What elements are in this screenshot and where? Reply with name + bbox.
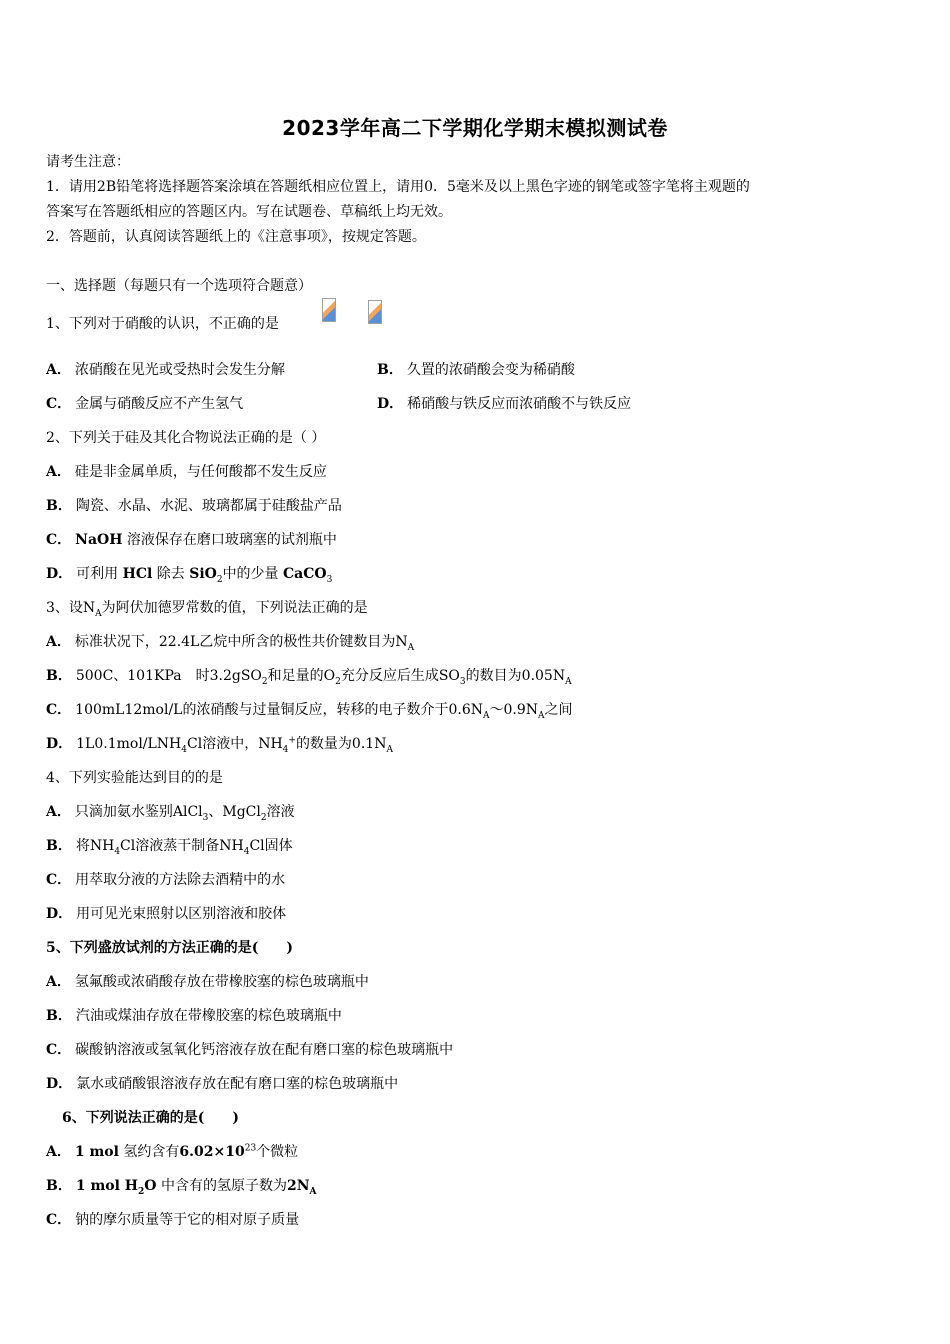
option-label: B． xyxy=(46,838,72,854)
option-label: A． xyxy=(46,464,71,480)
option-label: C． xyxy=(46,702,72,718)
question-2-option-a xyxy=(46,462,327,482)
option-text: Cl溶液中，NH xyxy=(187,736,283,752)
option-label: C． xyxy=(46,396,72,412)
option-text: 将NH xyxy=(75,838,115,854)
option-label: B． xyxy=(46,668,72,684)
notice-item-2: 2．答题前，认真阅读答题纸上的《注意事项》，按规定答题。 xyxy=(46,229,426,245)
option-text: 100mL12mol/L的浓硝酸与过量铜反应，转移的电子数介于0.6N xyxy=(75,702,483,718)
option-text: 充分反应后生成SO xyxy=(340,668,460,684)
option-text: 碳酸钠溶液或氢氧化钙溶液存放在配有磨口塞的棕色玻璃瓶中 xyxy=(75,1042,454,1058)
option-text: Cl固体 xyxy=(249,838,293,854)
subscript: 2 xyxy=(138,1186,145,1197)
option-text: 标准状况下，22.4L乙烷中所含的极性共价键数目为N xyxy=(74,634,408,650)
subscript: A xyxy=(407,642,415,653)
option-label: B． xyxy=(46,1178,72,1194)
subscript: 2 xyxy=(335,676,341,687)
question-6-option-c xyxy=(46,1210,299,1230)
option-label: B． xyxy=(377,362,403,378)
subscript: A xyxy=(482,710,490,721)
formula: 1 mol H xyxy=(75,1178,139,1194)
question-6-option-a xyxy=(46,1142,298,1162)
option-text: 用可见光束照射以区别溶液和胶体 xyxy=(76,906,287,922)
option-label: A． xyxy=(46,974,71,990)
option-text: 1L0.1mol/LNH xyxy=(76,736,182,752)
question-4-stem: 4、下列实验能达到目的的是 xyxy=(46,770,223,786)
option-label: D． xyxy=(46,906,73,922)
question-2-option-b xyxy=(46,496,342,516)
option-label: B． xyxy=(46,498,72,514)
notice-heading: 请考生注意： xyxy=(46,154,130,170)
question-5-option-d xyxy=(46,1074,398,1094)
superscript: + xyxy=(288,735,296,746)
subscript: 2 xyxy=(260,812,267,823)
question-4-option-a xyxy=(46,802,295,822)
question-1-option-a xyxy=(46,360,285,380)
question-4-option-d xyxy=(46,904,286,924)
question-3-option-c xyxy=(46,700,573,720)
question-6-option-b xyxy=(46,1176,316,1196)
formula: SiO xyxy=(189,566,217,582)
formula: 1 mol xyxy=(74,1144,119,1160)
option-label: C． xyxy=(46,872,72,888)
option-text: 中的少量 xyxy=(222,566,279,582)
formula: O xyxy=(144,1178,157,1194)
notice-item-1-line-1: 1．请用2B铅笔将选择题答案涂填在答题纸相应位置上，请用0．5毫米及以上黑色字迹的钢笔或签字笔将主观题的 xyxy=(46,179,750,195)
formula: HCl xyxy=(122,566,153,582)
subscript: 3 xyxy=(202,812,209,823)
subscript: A xyxy=(565,676,572,687)
formula: 6.02×10 xyxy=(179,1144,245,1160)
page-title: 2023学年高二下学期化学期末模拟测试卷 xyxy=(282,116,668,140)
option-text: 稀硝酸与铁反应而浓硝酸不与铁反应 xyxy=(407,396,632,412)
question-5-option-c xyxy=(46,1040,453,1060)
subscript: 4 xyxy=(181,744,187,755)
subscript: A xyxy=(309,1186,317,1197)
option-text: 可利用 xyxy=(76,566,119,582)
question-2-option-d xyxy=(46,564,332,584)
subscript: 4 xyxy=(282,744,289,755)
subscript: 4 xyxy=(114,846,121,857)
question-2-stem: 2、下列关于硅及其化合物说法正确的是（ ） xyxy=(46,430,326,446)
superscript: 23 xyxy=(244,1143,257,1154)
subscript: 2 xyxy=(216,574,223,585)
subscript: A xyxy=(538,710,545,721)
option-label: B． xyxy=(46,1008,72,1024)
subscript: A xyxy=(95,608,102,619)
question-1-stem: 1、下列对于硝酸的认识，不正确的是 xyxy=(46,316,279,332)
option-text: 氯水或硝酸银溶液存放在配有磨口塞的棕色玻璃瓶中 xyxy=(76,1076,399,1092)
question-2-option-c xyxy=(46,530,337,550)
subscript: 2 xyxy=(261,676,268,687)
subscript: 3 xyxy=(326,574,333,585)
option-text: 氢氟酸或浓硝酸存放在带橡胶塞的棕色玻璃瓶中 xyxy=(74,974,369,990)
question-3-option-b xyxy=(46,666,572,686)
option-text: 除去 xyxy=(156,566,185,582)
option-text: 氢约含有 xyxy=(123,1144,180,1160)
option-text: 、MgCl xyxy=(208,804,261,820)
option-text: 500C、101KPa 时3.2gSO xyxy=(75,668,262,684)
option-text: 个微粒 xyxy=(256,1144,299,1160)
formula: 2N xyxy=(286,1178,310,1194)
question-3-option-a xyxy=(46,632,414,652)
question-1-option-d xyxy=(377,394,631,414)
option-text: 久置的浓硝酸会变为稀硝酸 xyxy=(406,362,575,378)
option-label: A． xyxy=(46,1144,71,1160)
option-text: 用萃取分液的方法除去酒精中的水 xyxy=(75,872,286,888)
option-text: 浓硝酸在见光或受热时会发生分解 xyxy=(74,362,285,378)
section-heading: 一、选择题（每题只有一个选项符合题意） xyxy=(46,278,312,294)
question-1-option-b xyxy=(377,360,575,380)
option-label: C． xyxy=(46,1042,72,1058)
option-label: D． xyxy=(46,1076,73,1092)
option-text: 的数目为0.05N xyxy=(465,668,566,684)
option-text: 只滴加氨水鉴别AlCl xyxy=(74,804,203,820)
question-5-option-a xyxy=(46,972,369,992)
option-text: 中含有的氢原子数为 xyxy=(160,1178,287,1194)
option-label: A． xyxy=(46,804,71,820)
subscript: 4 xyxy=(243,846,250,857)
formula: NaOH xyxy=(75,532,123,548)
option-label: C． xyxy=(46,1212,72,1228)
stem-text: 为阿伏加德罗常数的值，下列说法正确的是 xyxy=(101,600,368,616)
notice-item-1-line-2: 答案写在答题纸相应的答题区内。写在试题卷、草稿纸上均无效。 xyxy=(46,204,452,220)
option-text: 和足量的O xyxy=(267,668,336,684)
subscript: A xyxy=(386,744,393,755)
question-1-option-c xyxy=(46,394,243,414)
formula: CaCO xyxy=(283,566,327,582)
question-4-option-c xyxy=(46,870,285,890)
option-label: D． xyxy=(377,396,404,412)
option-text: 汽油或煤油存放在带橡胶塞的棕色玻璃瓶中 xyxy=(75,1008,342,1024)
question-5-option-b xyxy=(46,1006,342,1026)
option-text: 陶瓷、水晶、水泥、玻璃都属于硅酸盐产品 xyxy=(75,498,342,514)
question-image-icon xyxy=(322,298,336,322)
question-5-stem: 5、下列盛放试剂的方法正确的是( ) xyxy=(46,940,293,956)
option-text: 硅是非金属单质，与任何酸都不发生反应 xyxy=(74,464,327,480)
question-6-stem: 6、下列说法正确的是( ) xyxy=(62,1110,239,1126)
option-label: A． xyxy=(46,634,71,650)
option-text: 的数量为0.1N xyxy=(295,736,387,752)
option-label: C． xyxy=(46,532,72,548)
question-3-option-d xyxy=(46,734,393,754)
option-text: 钠的摩尔质量等于它的相对原子质量 xyxy=(75,1212,300,1228)
option-label: D． xyxy=(46,566,73,582)
option-label: A． xyxy=(46,362,71,378)
option-text: 溶液 xyxy=(266,804,295,820)
question-image-icon xyxy=(368,300,382,324)
option-text: Cl溶液蒸干制备NH xyxy=(120,838,244,854)
option-text: 金属与硝酸反应不产生氢气 xyxy=(75,396,244,412)
question-3-stem xyxy=(46,598,368,618)
option-label: D． xyxy=(46,736,73,752)
subscript: 3 xyxy=(459,676,466,687)
option-text: 之间 xyxy=(544,702,573,718)
stem-text: 3、设N xyxy=(46,600,96,616)
option-text: ～0.9N xyxy=(489,702,538,718)
option-text: 溶液保存在磨口玻璃塞的试剂瓶中 xyxy=(126,532,337,548)
question-4-option-b xyxy=(46,836,293,856)
